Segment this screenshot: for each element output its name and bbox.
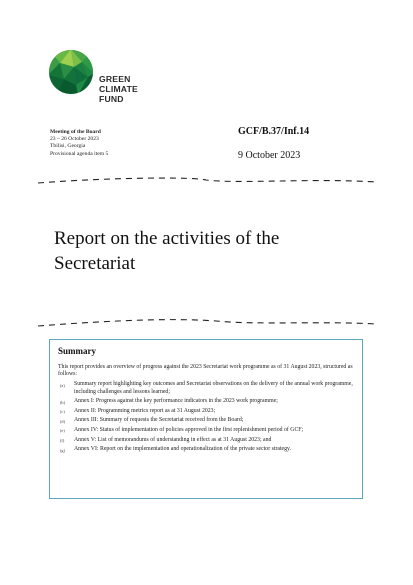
title-line: Report on the activities of the <box>54 228 280 249</box>
meeting-location: Tbilisi, Georgia <box>50 143 86 150</box>
list-item <box>58 398 354 405</box>
list-item <box>58 427 354 434</box>
meeting-dates: 23 – 26 October 2023 <box>50 136 99 143</box>
list-item-label: (a) <box>60 382 65 388</box>
summary-intro: This report provides an overview of progress against the 2023 Secretariat work programme as of 31 August 2023, structured as follows: <box>58 364 353 378</box>
list-item <box>58 381 354 395</box>
logo-line: FUND <box>99 94 124 104</box>
separator-top <box>36 176 378 186</box>
document-date: 9 October 2023 <box>238 150 301 161</box>
logo-line: GREEN <box>99 74 131 84</box>
list-item <box>58 417 354 424</box>
list-item-label: (f) <box>60 438 65 444</box>
summary-box <box>49 339 363 499</box>
list-item-text: Annex III: Summary of requests the Secretariat received from the Board; <box>74 417 244 424</box>
list-item-text: Annex I: Progress against the key performance indicators in the 2023 work programme; <box>74 398 278 405</box>
list-item-label: (c) <box>60 409 65 415</box>
document-title <box>54 226 279 276</box>
list-item <box>58 446 354 453</box>
title-line: Secretariat <box>54 253 136 274</box>
meeting-info <box>50 129 108 158</box>
list-item-text: Annex II: Programming metrics report as at 31 August 2023; <box>74 407 216 414</box>
list-item-label: (e) <box>60 428 65 434</box>
list-item-label: (d) <box>60 418 66 424</box>
list-item <box>58 408 354 415</box>
gcf-globe-icon <box>48 49 94 95</box>
separator-bottom <box>36 318 378 328</box>
list-item-text: Annex VI: Report on the implementation and operationalization of the private sector strategy. <box>74 446 291 453</box>
list-item-label: (g) <box>60 447 66 453</box>
meeting-title: Meeting of the Board <box>50 129 101 135</box>
list-item <box>58 437 354 444</box>
list-item-text: Annex V: List of memorandums of understanding in effect as at 31 August 2023; and <box>74 436 272 443</box>
list-item-text: Annex IV: Status of implementation of policies approved in the first replenishment period of GCF; <box>74 426 304 433</box>
agenda-item: Provisional agenda item 5 <box>50 150 109 157</box>
document-number: GCF/B.37/Inf.14 <box>238 126 310 137</box>
summary-heading: Summary <box>58 346 96 356</box>
list-item-label: (b) <box>60 399 66 405</box>
list-item-text: Summary report highlighting key outcomes and Secretariat observations on the delivery of the annual work programme, including challenges and lessons learned; <box>74 381 353 395</box>
logo-line: CLIMATE <box>99 84 138 94</box>
organization-wordmark <box>99 74 138 104</box>
